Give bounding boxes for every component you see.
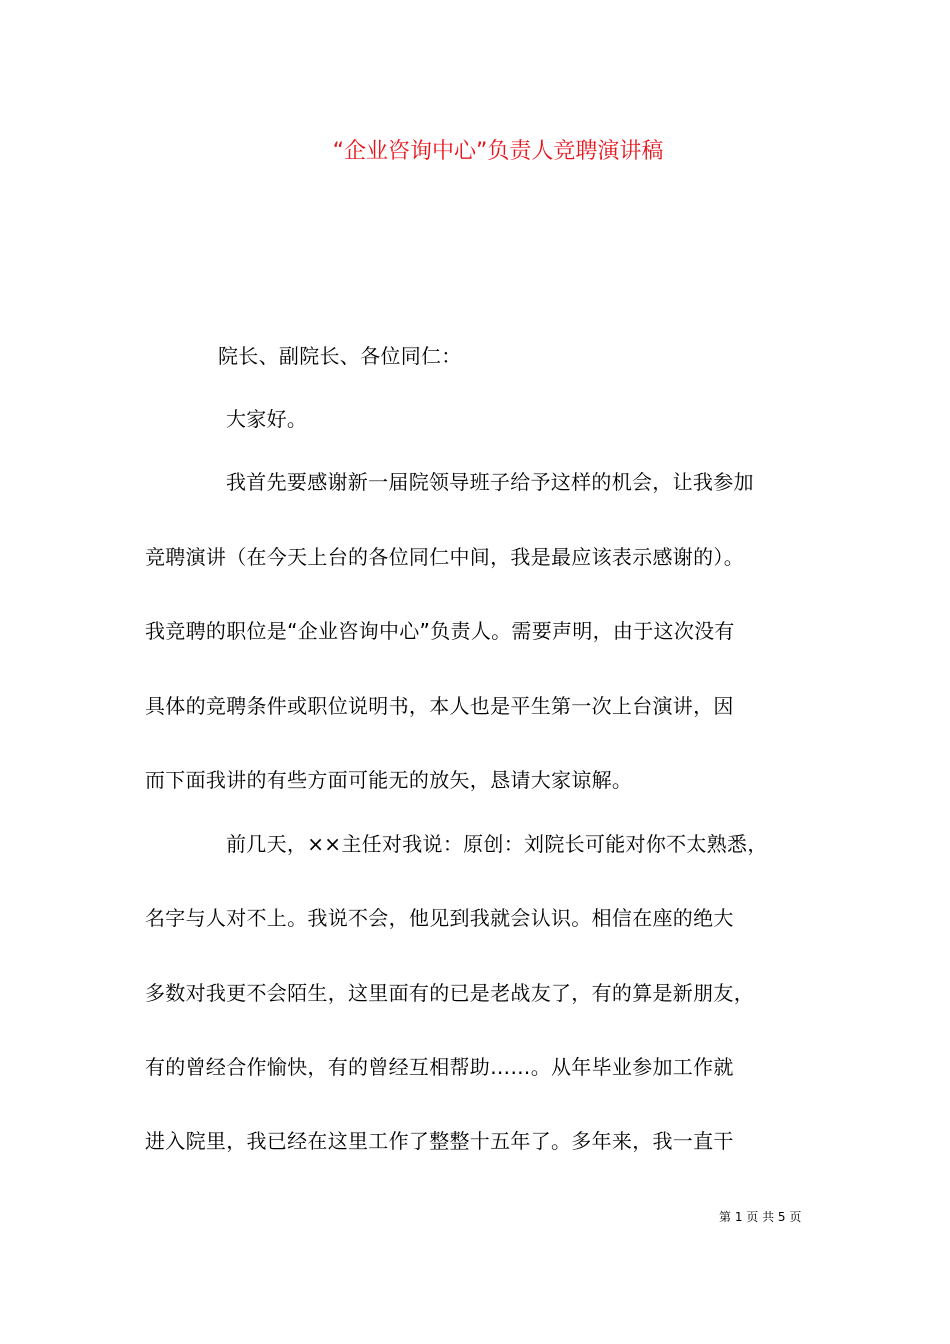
salutation-line: 院长、副院长、各位同仁：	[218, 344, 462, 368]
body-line: 进入院里，我已经在这里工作了整整十五年了。多年来，我一直干	[145, 1129, 734, 1153]
body-line: 我竞聘的职位是“企业咨询中心”负责人。需要声明，由于这次没有	[145, 619, 735, 643]
body-line: 竞聘演讲（在今天上台的各位同仁中间，我是最应该表示感谢的）。	[145, 545, 744, 569]
body-line: 名字与人对不上。我说不会，他见到我就会认识。相信在座的绝大	[145, 906, 734, 930]
body-line: 有的曾经合作愉快，有的曾经互相帮助……。从年毕业参加工作就	[145, 1055, 734, 1079]
body-line: 我首先要感谢新一届院领导班子给予这样的机会，让我参加	[226, 470, 754, 494]
page-footer: 第 1 页 共 5 页	[719, 1210, 802, 1224]
body-line: 前几天，××主任对我说：原创：刘院长可能对你不太熟悉，	[226, 832, 768, 856]
body-line: 而下面我讲的有些方面可能无的放矢，恳请大家谅解。	[145, 768, 633, 792]
body-line: 具体的竞聘条件或职位说明书，本人也是平生第一次上台演讲，因	[145, 694, 734, 718]
greeting-line: 大家好。	[226, 407, 308, 431]
body-line: 多数对我更不会陌生，这里面有的已是老战友了，有的算是新朋友，	[145, 981, 754, 1005]
document-title: “企业咨询中心”负责人竞聘演讲稿	[332, 139, 664, 164]
